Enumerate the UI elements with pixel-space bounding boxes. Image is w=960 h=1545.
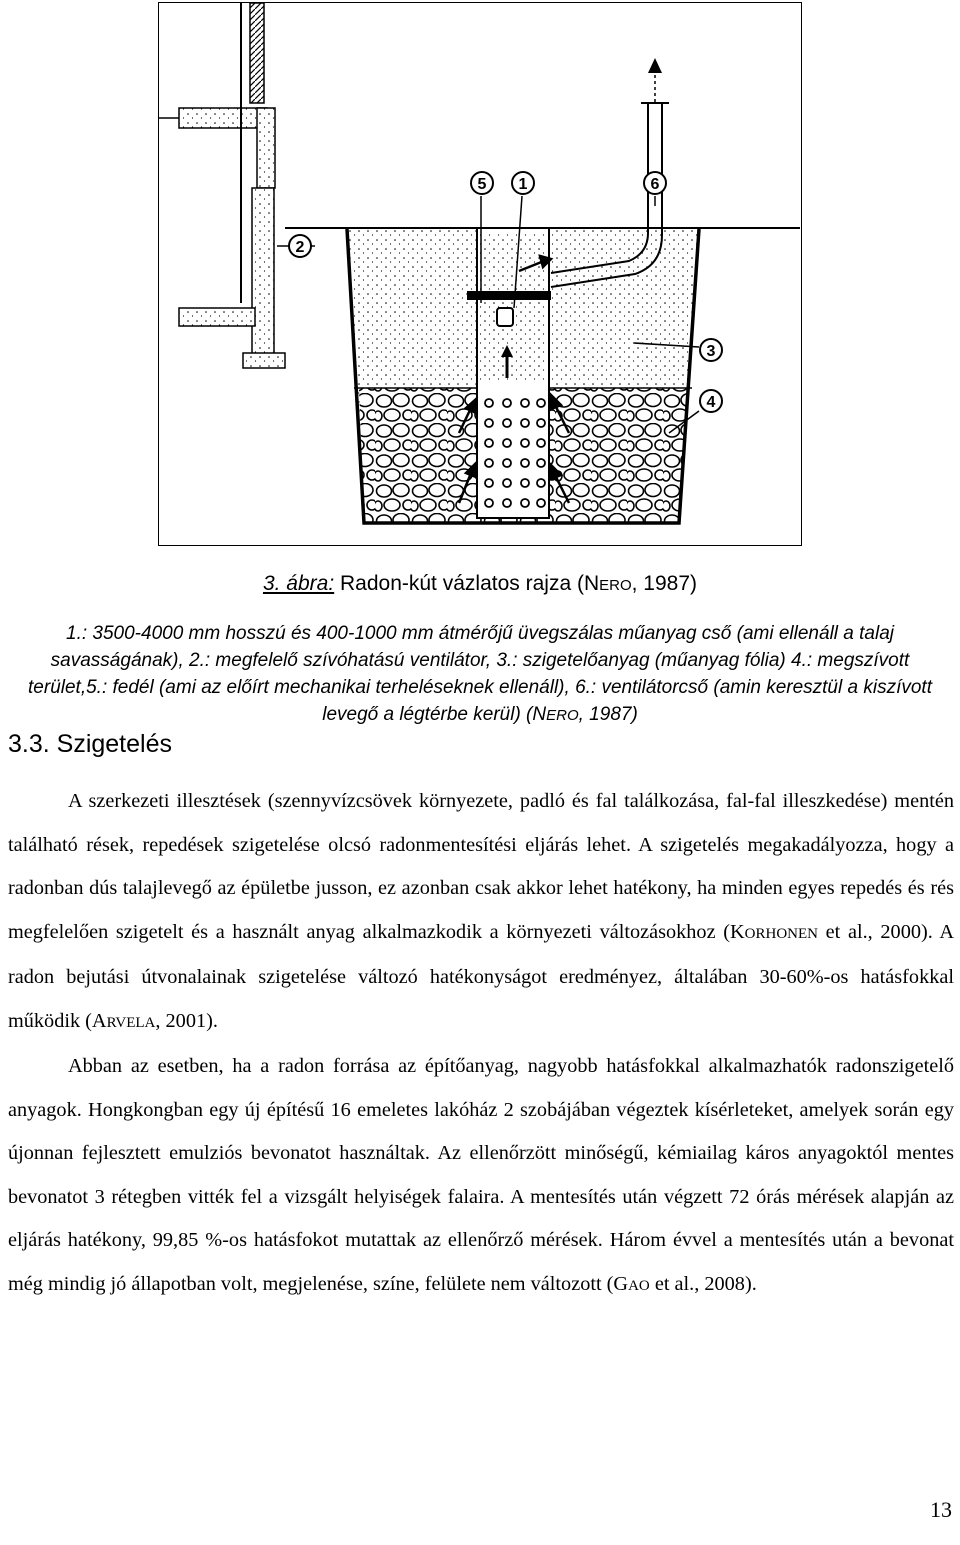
svg-text:5: 5 [477, 176, 487, 193]
radon-well-drawing [159, 3, 800, 544]
marker-2 [289, 235, 311, 257]
p1-text-c: , 2001). [155, 1009, 218, 1032]
marker-4 [700, 390, 722, 412]
svg-text:3: 3 [706, 343, 716, 360]
paragraph-2 [8, 1045, 954, 1308]
svg-text:4: 4 [706, 394, 716, 411]
body-text [8, 780, 954, 1308]
p1-author-sc-2: RVELA [106, 1014, 156, 1031]
caption-text-b: , 1987) [631, 572, 698, 595]
svg-text:1: 1 [518, 176, 528, 193]
radon-well-figure [158, 2, 802, 546]
caption-text-a: Radon-kút vázlatos rajza (N [334, 572, 600, 595]
marker-6 [644, 172, 666, 194]
p2-text-b: et al., 2008). [649, 1272, 757, 1295]
p2-author-sc: AO [628, 1277, 650, 1294]
marker-5 [471, 172, 493, 194]
svg-text:2: 2 [295, 239, 305, 256]
marker-1 [512, 172, 534, 194]
building-wall [159, 3, 285, 368]
legend-text: 1.: 3500-4000 mm hosszú és 400-1000 mm átmérőjű üvegszálas műanyag cső (ami ellenáll a talaj savasságának), 2.: megfelelő szívóhatású ventilátor, 3.: szigetelőanyag (műanyag fólia) 4.: megszívott terület,5.: fedél (ami az előírt mechanikai terheléseknek ellenáll), 6.: ventilátorcső (amin keresztül a kiszívott levegő a légtérbe kerül) (N [28, 623, 932, 725]
legend-text-end: , 1987) [578, 704, 638, 725]
svg-text:6: 6 [650, 176, 660, 193]
p1-text-a: A szerkezeti illesztések (szennyvízcsövek környezete, padló és fal találkozása, fal-fal illeszkedése) mentén található rések, repedések szigetelése olcsó radonmentesítési eljárás lehet. A szigetelés megakadályozza, hogy a radonban dús talajlevegő az épületbe jusson, ez azonban csak akkor lehet hatékony, ha minden egyes repedés és rés megfelelően szigetelt és a használt anyag alkalmazkodik a környezeti változásokhoz (K [8, 790, 954, 943]
caption-author-sc: ERO [599, 577, 632, 594]
p1-text-b: et al., 2000). A radon bejutási útvonalainak szigetelése változó hatékonyságot eredményez, általában 30-60%-os hatásfokkal működik (A [8, 920, 954, 1032]
marker-3 [700, 339, 722, 361]
central-pipe [467, 228, 551, 518]
p1-author-sc-1: ORHONEN [744, 925, 818, 942]
figure-legend [20, 620, 940, 729]
figure-label: 3. ábra: [262, 572, 335, 595]
page-number: 13 [930, 1497, 952, 1522]
section-heading: 3.3. Szigetelés [8, 730, 172, 758]
paragraph-1 [8, 780, 954, 1045]
legend-author-sc: ERO [546, 707, 579, 724]
p2-text-a: Abban az esetben, ha a radon forrása az építőanyag, nagyobb hatásfokkal alkalmazhatók radonszigetelő anyagok. Hongkongban egy új építésű 16 emeletes lakóház 2 szobájában végeztek kísérleteket, amelyek során egy újonnan fejlesztett emulziós bevonatot használtak. Az ellenőrzött minőségű, kémiailag káros anyagoktól mentes bevonatot 3 rétegben vitték fel a vizsgált helyiségek falaira. A mentesítés után végzett 72 órás mérések alapján az eljárás hatékony, 99,85 %-os hatásfokot mutattak az ellenőrző mérések. Három évvel a mentesítés után a bevonat még mindig jó állapotban volt, megjelenése, színe, felülete nem változott (G [8, 1055, 954, 1295]
figure-caption [0, 572, 960, 596]
